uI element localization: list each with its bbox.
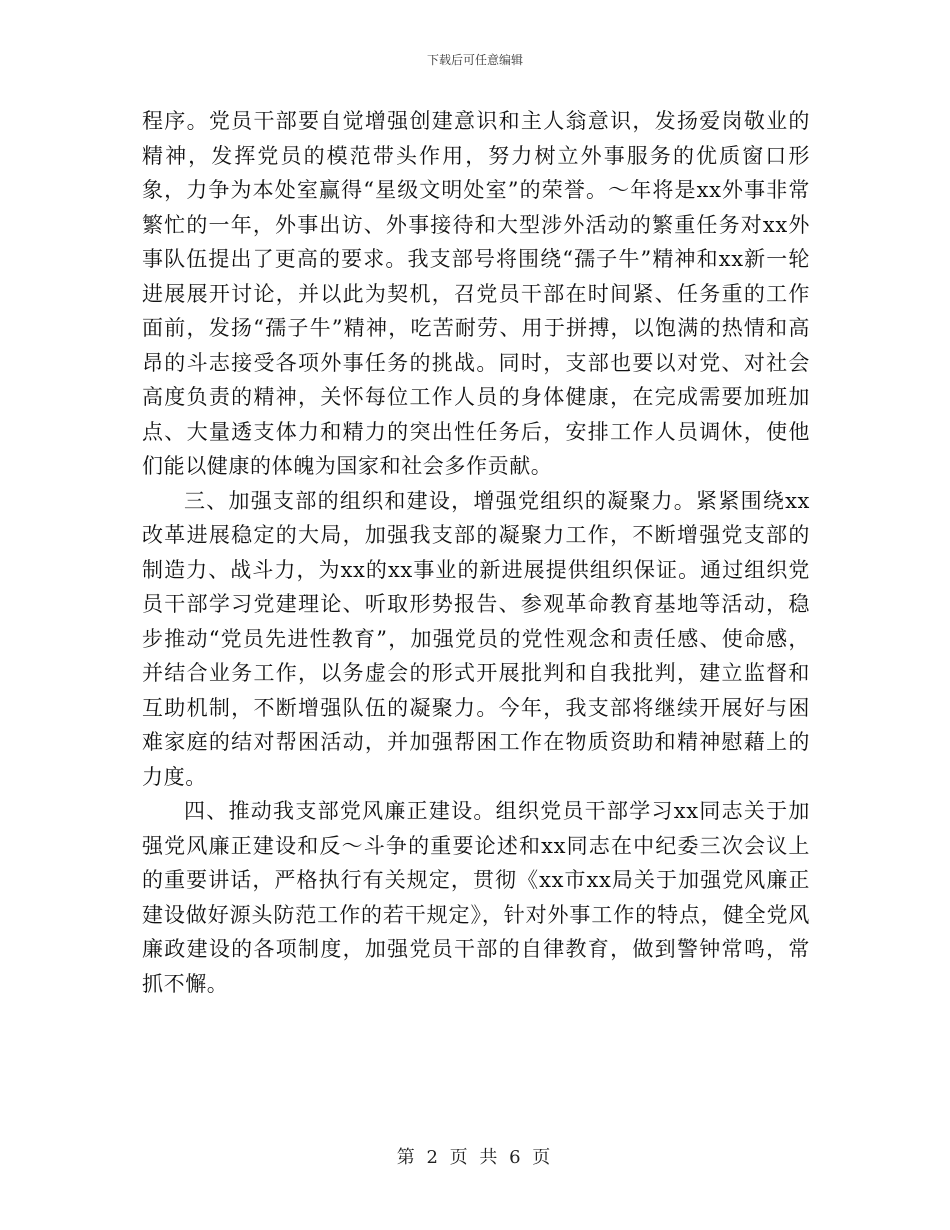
paragraph-section-four: 四、推动我支部党风廉正建设。组织党员干部学习xx同志关于加强党风廉正建设和反～斗争的重要论述和xx同志在中纪委三次会议上的重要讲话，严格执行有关规定，贯彻《xx市xx局关于加强党风廉正建设做好源头防范工作的若干规定》，针对外事工作的特点，健全党风廉政建设的各项制度，加强党员干部的自律教育，做到警钟常鸣，常抓不懈。 [142, 799, 810, 996]
document-body [142, 104, 810, 1001]
paragraph-section-three: 三、加强支部的组织和建设，增强党组织的凝聚力。紧紧围绕xx改革进展稳定的大局，加强我支部的凝聚力工作，不断增强党支部的制造力、战斗力，为xx的xx事业的新进展提供组织保证。通过组织党员干部学习党建理论、听取形势报告、参观革命教育基地等活动，稳步推动“党员先进性教育”，加强党员的党性观念和责任感、使命感，并结合业务工作，以务虚会的形式开展批判和自我批判，建立监督和互助机制，不断增强队伍的凝聚力。今年，我支部将继续开展好与困难家庭的结对帮困活动，并加强帮困工作在物质资助和精神慰藉上的力度。 [142, 488, 810, 789]
page-number: 第 2 页 共 6 页 [396, 1147, 554, 1168]
paragraph-continuation: 程序。党员干部要自觉增强创建意识和主人翁意识，发扬爱岗敬业的精神，发挥党员的模范带头作用，努力树立外事服务的优质窗口形象，力争为本处室赢得“星级文明处室”的荣誉。～年将是xx外事非常繁忙的一年，外事出访、外事接待和大型涉外活动的繁重任务对xx外事队伍提出了更高的要求。我支部号将围绕“孺子牛”精神和xx新一轮进展展开讨论，并以此为契机，召党员干部在时间紧、任务重的工作面前，发扬“孺子牛”精神，吃苦耐劳、用于拼搏，以饱满的热情和高昂的斗志接受各项外事任务的挑战。同时，支部也要以对党、对社会高度负责的精神，关怀每位工作人员的身体健康，在完成需要加班加点、大量透支体力和精力的突出性任务后，安排工作人员调休，使他们能以健康的体魄为国家和社会多作贡献。 [142, 109, 810, 478]
page-header-note: 下载后可任意编辑 [426, 53, 523, 67]
